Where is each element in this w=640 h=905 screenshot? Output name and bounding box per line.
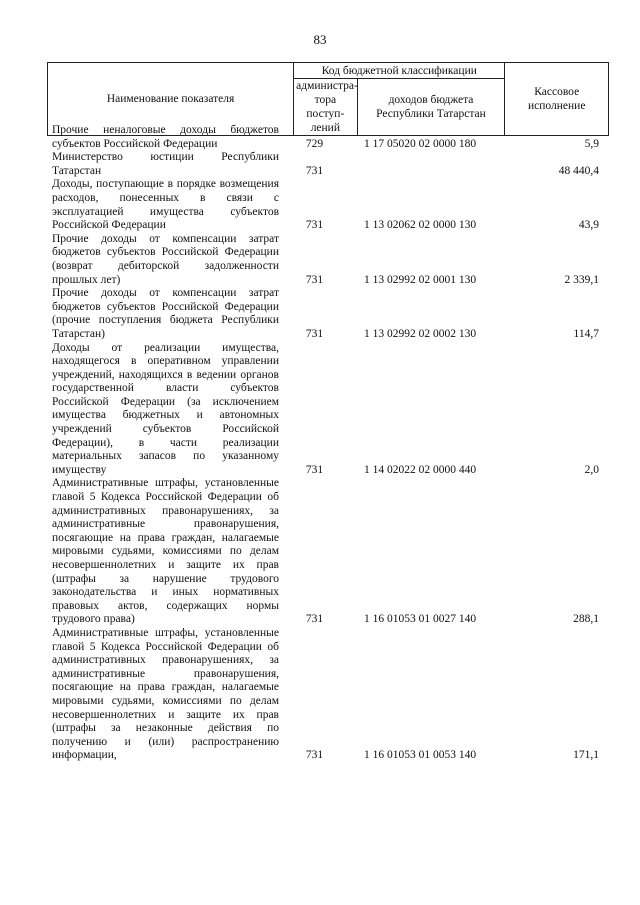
row-income-code: 1 16 01053 01 0027 140: [363, 613, 477, 626]
row-income-code: 1 13 02062 02 0000 130: [363, 219, 477, 232]
row-name: Доходы от реализации имущества, находящегося в оперативном управлении учреждений, находящихся в ведении органов государственной власти субъектов Российской Федерации (за исключением имущества бюджетных и автономных учреждений субъектов Российской Федерации), в части реализации материальных запасов по указанному имуществу: [52, 341, 279, 476]
row-amount: 114,7: [573, 327, 599, 340]
header-admin-column: администра-тора поступ-лений: [294, 79, 357, 136]
table-row: [52, 233, 599, 287]
row-name: Прочие доходы от компенсации затрат бюджетов субъектов Российской Федерации (возврат дебиторской задолженности прошлых лет): [52, 232, 279, 286]
header-name-column: Наименование показателя: [48, 63, 294, 136]
row-admin-code: 731: [305, 164, 324, 177]
row-income-code: 1 14 02022 02 0000 440: [363, 463, 477, 476]
table-row: [52, 151, 599, 178]
row-name: Прочие неналоговые доходы бюджетов субъектов Российской Федерации: [52, 124, 279, 150]
table-body: [52, 124, 599, 763]
table-row: [52, 477, 599, 627]
row-admin-code: 731: [305, 273, 324, 286]
row-amount: 2,0: [584, 463, 599, 476]
row-amount: 288,1: [573, 613, 599, 626]
header-income-column: доходов бюджета Республики Татарстан: [357, 79, 505, 136]
row-amount: 2 339,1: [564, 273, 599, 286]
table-row: [52, 124, 599, 151]
table-row: [52, 287, 599, 341]
row-admin-code: 729: [305, 137, 324, 150]
row-amount: 5,9: [584, 137, 599, 150]
row-admin-code: 731: [305, 327, 324, 340]
row-admin-code: 731: [305, 219, 324, 232]
row-amount: 48 440,4: [558, 164, 599, 177]
row-admin-code: 731: [305, 463, 324, 476]
header-classification: Код бюджетной классификации: [294, 63, 505, 79]
row-income-code: 1 13 02992 02 0001 130: [363, 273, 477, 286]
header-amount-column: Кассовое исполнение: [505, 63, 609, 136]
row-name: Административные штрафы, установленные главой 5 Кодекса Российской Федерации об административных правонарушениях, за административные правонарушения, посягающие на права граждан, налагаемые мировыми судьями, комиссиями по делам несовершеннолетних и защите их прав (штрафы за незаконные действия по получению и (или) распространению информации,: [52, 626, 279, 762]
table-row: [52, 342, 599, 478]
row-amount: 43,9: [578, 219, 599, 232]
row-income-code: 1 16 01053 01 0053 140: [363, 749, 477, 762]
table-row: [52, 178, 599, 232]
row-amount: 171,1: [573, 749, 599, 762]
row-admin-code: 731: [305, 749, 324, 762]
row-income-code: 1 17 05020 02 0000 180: [363, 137, 477, 150]
row-name: Прочие доходы от компенсации затрат бюджетов субъектов Российской Федерации (прочие поступления бюджета Республики Татарстан): [52, 287, 279, 340]
row-name: Административные штрафы, установленные главой 5 Кодекса Российской Федерации об административных правонарушениях, за административные правонарушения, посягающие на права граждан, налагаемые мировыми судьями, комиссиями по делам несовершеннолетних и защите их прав (штрафы за нарушение трудового законодательства и иных нормативных правовых актов, содержащих нормы трудового права): [52, 477, 279, 626]
page-number: 83: [313, 32, 327, 47]
row-admin-code: 731: [305, 613, 324, 626]
table-row: [52, 627, 599, 763]
row-income-code: 1 13 02992 02 0002 130: [363, 327, 477, 340]
row-name: Доходы, поступающие в порядке возмещения расходов, понесенных в связи с эксплуатацией имущества субъектов Российской Федерации: [52, 178, 279, 232]
row-name: Министерство юстиции Республики Татарстан: [52, 151, 279, 177]
